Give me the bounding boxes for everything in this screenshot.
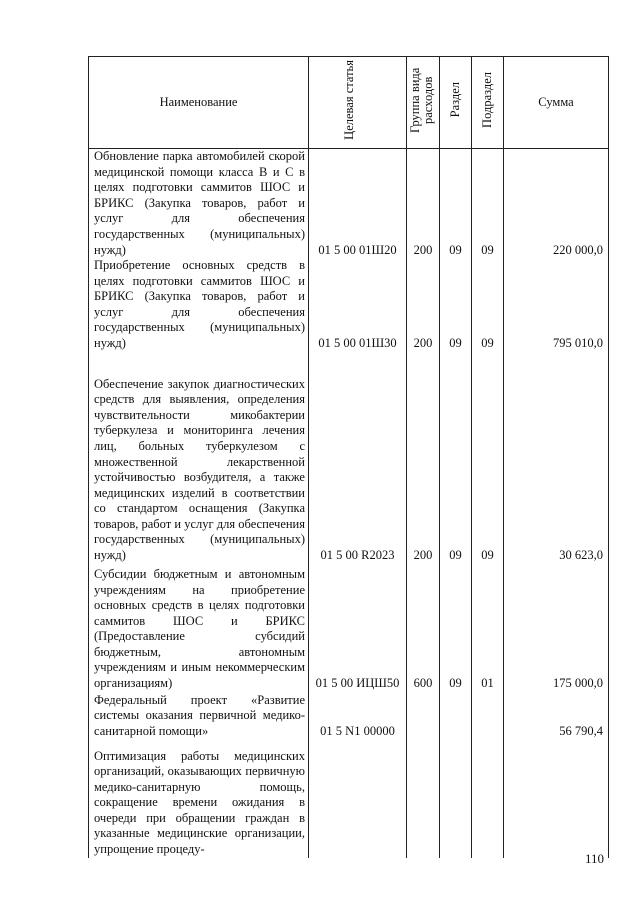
table-row [89,352,609,564]
row-name: Приобретение основных средств в целях подготовки саммитов ШОС и БРИКС (Закупка товаров, работ и услуг для обеспечения государственных (муниципальных) нужд) [89,258,309,352]
row-subsection: 09 [472,352,504,564]
table-row [89,258,609,352]
row-section: 09 [440,258,472,352]
row-sum: 30 623,0 [504,352,609,564]
table-row [89,740,609,858]
header-sum: Сумма [504,57,609,149]
row-section: 09 [440,352,472,564]
row-name: Оптимизация работы медицинских организаций, оказывающих первичную медико-санитарную помощь, сокращение времени ожидания в очереди при обращении граждан в указанные медицинские организации, упрощение процеду- [89,740,309,858]
row-group: 200 [407,352,440,564]
row-name: Федеральный проект «Развитие системы оказания первичной медико-санитарной помощи» [89,692,309,740]
row-code [309,740,407,858]
row-sum: 56 790,4 [504,692,609,740]
table-row [89,692,609,740]
row-section: 09 [440,564,472,692]
table-row [89,148,609,258]
row-name: Субсидии бюджетным и автономным учреждениям на приобретение основных средств в целях подготовки саммитов ШОС и БРИКС (Предоставление субсидий бюджетным, автономным учреждениям и иным некоммерческим организациям) [89,564,309,692]
row-subsection: 09 [472,258,504,352]
page-number: 110 [585,851,605,866]
row-subsection: 09 [472,148,504,258]
row-section [440,692,472,740]
row-sum: 795 010,0 [504,258,609,352]
row-group: 200 [407,148,440,258]
row-code: 01 5 00 01Ш30 [309,258,407,352]
table-row [89,564,609,692]
row-group [407,692,440,740]
header-target: Целевая статья [309,57,407,149]
row-group [407,740,440,858]
table-header-row [89,57,609,149]
row-subsection [472,740,504,858]
row-name: Обеспечение закупок диагностических средств для выявления, определения чувствительности микобактерии туберкулеза и мониторинга лечения лиц, больных туберкулезом с множественной лекарственной устойчивостью возбудителя, а также медицинских изделий в соответствии со стандартом оснащения (Закупка товаров, работ и услуг для обеспечения государственных (муниципальных) нужд) [89,352,309,564]
row-code: 01 5 00 01Ш20 [309,148,407,258]
row-name: Обновление парка автомобилей скорой медицинской помощи класса В и С в целях подготовки саммитов ШОС и БРИКС (Закупка товаров, работ и услуг для обеспечения государственных (муниципальных) нужд) [89,148,309,258]
row-code: 01 5 00 R2023 [309,352,407,564]
row-sum: 175 000,0 [504,564,609,692]
row-group: 600 [407,564,440,692]
row-sum: 220 000,0 [504,148,609,258]
row-section [440,740,472,858]
budget-table [88,56,609,858]
row-group: 200 [407,258,440,352]
row-subsection [472,692,504,740]
header-group: Группа вида расходов [407,57,440,149]
header-section: Раздел [440,57,472,149]
header-name: Наименование [89,57,309,149]
row-sum [504,740,609,858]
header-subsection: Подраздел [472,57,504,149]
row-code: 01 5 N1 00000 [309,692,407,740]
row-section: 09 [440,148,472,258]
row-subsection: 01 [472,564,504,692]
row-code: 01 5 00 ИЦШ50 [309,564,407,692]
